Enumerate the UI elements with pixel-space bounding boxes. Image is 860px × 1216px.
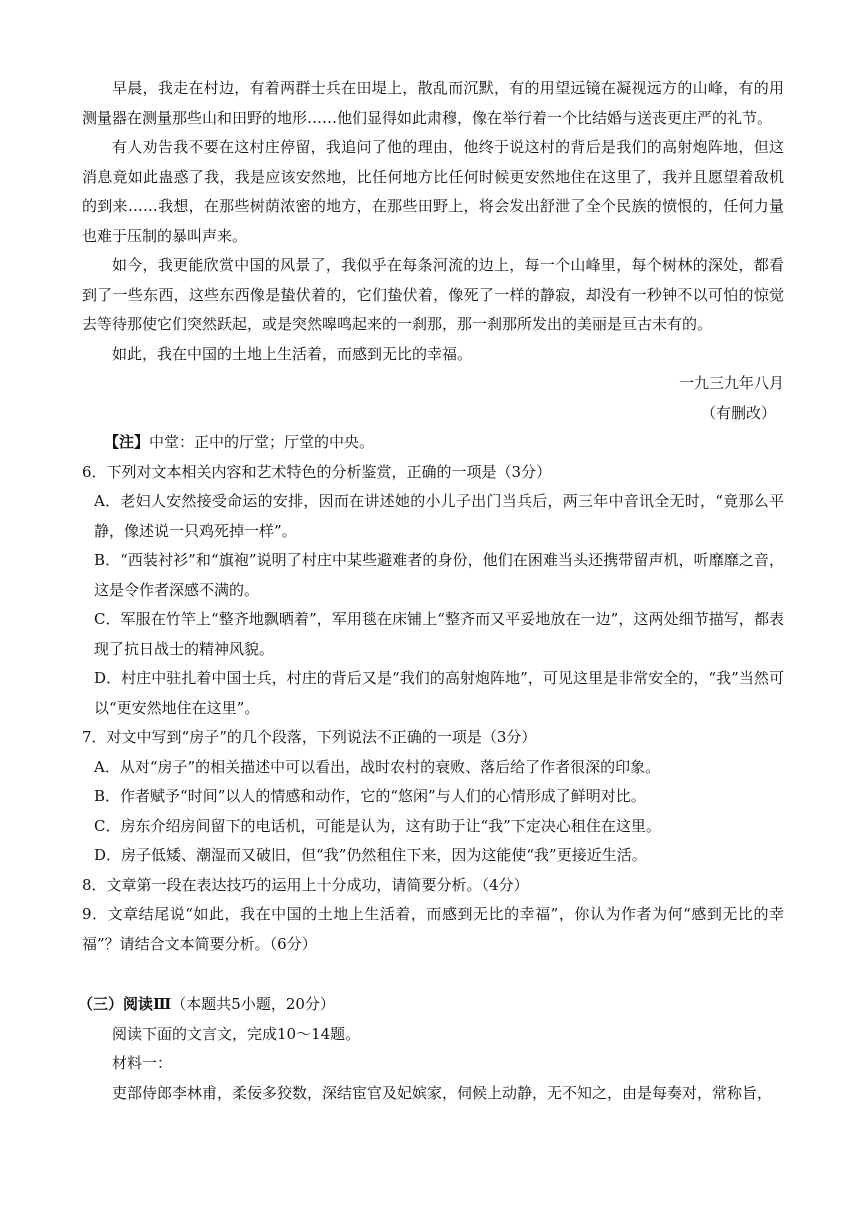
question-7-option-a: A．从对“房子”的相关描述中可以看出，战时农村的衰败、落后给了作者很深的印象。	[94, 757, 661, 776]
question-9-stem: 9．文章结尾说“如此，我在中国的土地上生活着，而感到无比的幸福”，你认为作者为何“感到无比的幸福”？请结合文本简要分析。（6分）	[82, 905, 784, 953]
section-gap	[82, 959, 784, 990]
question-6-stem: 6．下列对文本相关内容和艺术特色的分析鉴赏，正确的一项是（3分）	[82, 462, 552, 481]
passage-paragraph-2: 有人劝告我不要在这村庄停留，我追问了他的理由，他终于说这村的背后是我们的高射炮阵地，但这消息竟如此蛊惑了我，我是应该安然地，比任何地方比任何时候更安然地住在这里了，我并且愿望着敌机的到来……我想，在那些树荫浓密的地方，在那些田野上，将会发出舒泄了全个民族的愤恨的，任何力量也难于压制的暴叫声来。	[82, 138, 784, 245]
question-7-option-d: D．房子低矮、潮湿而又破旧，但“我”仍然租住下来，因为这能使“我”更接近生活。	[94, 846, 647, 864]
passage-paragraph-3: 如今，我更能欣赏中国的风景了，我似乎在每条河流的边上，每一个山峰里，每个树林的深处，都看到了一些东西，这些东西像是蛰伏着的，它们蛰伏着，像死了一样的静寂，却没有一秒钟不以可怕的惊觉去等待那使它们突然跃起，或是突然嗥鸣起来的一刹那，那一刹那所发出的美丽是亘古未有的。	[82, 256, 784, 333]
passage-paragraph-1: 早晨，我走在村边，有着两群士兵在田堤上，散乱而沉默，有的用望远镜在凝视远方的山峰，有的用测量器在测量那些山和田野的地形……他们显得如此肃穆，像在举行着一个比结婚与送丧更庄严的礼节。	[82, 79, 784, 127]
material-1-label: 材料一：	[112, 1054, 173, 1072]
question-8-stem: 8．文章第一段在表达技巧的运用上十分成功，请简要分析。（4分）	[82, 875, 529, 894]
question-6-option-d: D．村庄中驻扎着中国士兵，村庄的背后又是“我们的高射炮阵地”，可见这里是非常安全的，“我”当然可以“更安然地住在这里”。	[94, 669, 784, 717]
passage-paragraph-4: 如此，我在中国的土地上生活着，而感到无比的幸福。	[112, 344, 473, 363]
section-3-title: （三）阅读Ⅲ	[78, 995, 172, 1013]
question-6-option-b: B．“西装衬衫”和“旗袍”说明了村庄中某些避难者的身份，他们在困难当头还携带留声机，听靡靡之音，这是令作者深感不满的。	[94, 551, 784, 599]
question-6-option-c: C．军服在竹竿上“整齐地飘晒着”，军用毯在床铺上“整齐而又平妥地放在一边”，这两处细节描写，都表现了抗日战士的精神风貌。	[94, 610, 784, 658]
question-6-option-a: A．老妇人安然接受命运的安排，因而在讲述她的小儿子出门当兵后，两三年中音讯全无时，“竟那么平静，像述说一只鸡死掉一样”。	[94, 492, 784, 540]
material-1-text: 吏部侍郎李林甫，柔佞多狡数，深结宦官及妃嫔家，伺候上动静，无不知之，由是每奏对，常称旨，	[112, 1083, 773, 1102]
footnote	[82, 428, 784, 458]
section-3-heading	[78, 990, 784, 1020]
footnote-label: 【注】	[104, 433, 150, 451]
section-3-title-rest: （本题共5小题，20分）	[171, 995, 335, 1013]
document-page	[78, 74, 784, 1108]
question-7-stem: 7．对文中写到“房子”的几个段落，下列说法不正确的一项是（3分）	[82, 728, 537, 746]
question-7-option-b: B．作者赋予“时间”以人的情感和动作，它的“悠闲”与人们的心情形成了鲜明对比。	[94, 787, 646, 805]
passage-date: 一九三九年八月	[678, 374, 784, 392]
section-3-instruction: 阅读下面的文言文，完成10～14题。	[112, 1024, 361, 1043]
passage-source-note: （有删改）	[700, 403, 776, 422]
footnote-text: 中堂：正中的厅堂；厅堂的中央。	[149, 433, 375, 451]
question-7-option-c: C．房东介绍房间留下的电话机，可能是认为，这有助于让“我”下定决心租住在这里。	[94, 816, 661, 835]
